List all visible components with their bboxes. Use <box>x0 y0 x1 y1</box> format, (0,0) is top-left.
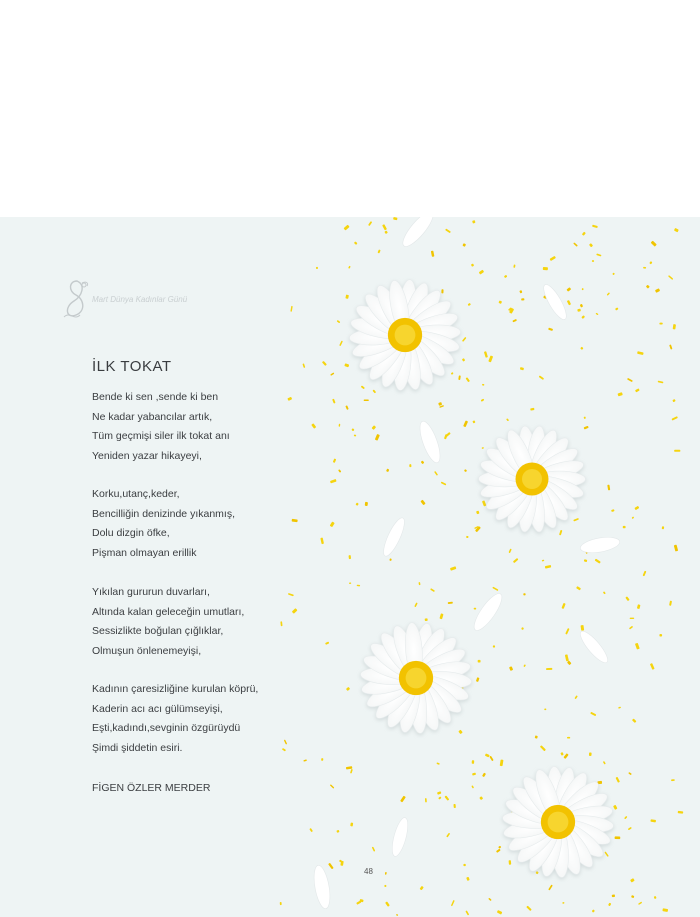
confetti-bit <box>466 536 468 538</box>
confetti-bit <box>302 363 305 368</box>
confetti-bit <box>496 849 501 853</box>
confetti-bit <box>650 663 655 670</box>
confetti-bit <box>649 261 652 264</box>
confetti-bit <box>337 320 341 323</box>
loose-petal <box>470 590 507 634</box>
confetti-bit <box>638 902 642 905</box>
confetti-bit <box>608 903 611 907</box>
confetti-bit <box>506 418 509 421</box>
confetti-bit <box>330 372 334 375</box>
confetti-bit <box>372 847 376 852</box>
confetti-bit <box>526 906 532 911</box>
confetti-bit <box>322 361 327 366</box>
confetti-bit <box>344 363 349 367</box>
poem-line: Dolu dizgin öfke, <box>92 527 170 539</box>
confetti-bit <box>561 603 565 609</box>
daisy-flower-icon <box>478 425 585 533</box>
confetti-bit <box>509 666 513 671</box>
confetti-bit <box>389 558 392 561</box>
confetti-bit <box>332 399 335 404</box>
confetti-bit <box>349 555 352 559</box>
confetti-bit <box>420 886 424 890</box>
confetti-bit <box>365 502 368 506</box>
confetti-bit <box>458 375 461 380</box>
confetti-bit <box>356 900 361 904</box>
confetti-bit <box>580 347 583 350</box>
confetti-bit <box>348 266 351 269</box>
stanza-4 <box>92 680 258 758</box>
confetti-bit <box>346 766 352 769</box>
confetti-bit <box>650 819 656 822</box>
confetti-bit <box>462 337 467 342</box>
confetti-bit <box>565 656 569 661</box>
confetti-bit <box>421 460 425 464</box>
confetti-bit <box>628 827 632 830</box>
confetti-bit <box>671 779 675 781</box>
confetti-bit <box>465 910 469 915</box>
confetti-bit <box>474 608 477 610</box>
poem-line: Tüm geçmişi siler ilk tokat anı <box>92 430 230 442</box>
confetti-bit <box>548 885 553 891</box>
confetti-bit <box>635 643 640 650</box>
confetti-bit <box>479 270 484 275</box>
confetti-bit <box>478 660 481 663</box>
confetti-bit <box>616 777 620 783</box>
confetti-bit <box>472 420 475 423</box>
confetti-bit <box>280 902 282 905</box>
confetti-bit <box>544 709 546 711</box>
confetti-bit <box>476 677 480 682</box>
confetti-bit <box>420 500 425 506</box>
poem-page-panel <box>0 217 700 917</box>
confetti-bit <box>351 428 354 431</box>
confetti-bit <box>485 753 490 757</box>
poem-line: Kaderin acı acı gülümseyişi, <box>92 702 223 715</box>
confetti-bit <box>444 795 449 800</box>
confetti-bit <box>530 408 534 411</box>
confetti-bit <box>612 272 615 275</box>
confetti-bit <box>646 285 650 289</box>
confetti-bit <box>672 399 675 402</box>
confetti-bit <box>482 447 484 449</box>
confetti-bit <box>629 626 633 630</box>
confetti-bit <box>472 760 475 764</box>
confetti-bit <box>584 426 589 430</box>
confetti-bit <box>671 416 677 420</box>
daisy-flower-icon <box>349 279 461 391</box>
confetti-bit <box>632 718 637 723</box>
confetti-bit <box>498 300 502 304</box>
poem-line: Şimdi şiddetin esiri. <box>92 741 183 754</box>
confetti-bit <box>595 313 598 316</box>
confetti-bit <box>438 402 442 406</box>
confetti-bit <box>596 253 601 256</box>
confetti-bit <box>659 634 662 637</box>
poem-line: Pişman olmayan erillik <box>92 546 197 559</box>
confetti-bit <box>573 518 579 522</box>
confetti-bit <box>513 558 519 563</box>
confetti-bit <box>288 593 294 596</box>
confetti-bit <box>338 469 341 473</box>
confetti-bit <box>542 560 545 562</box>
confetti-bit <box>441 289 443 293</box>
confetti-bit <box>462 358 465 362</box>
confetti-bit <box>345 405 348 410</box>
confetti-bit <box>519 290 522 293</box>
loose-petal <box>311 864 332 910</box>
confetti-bit <box>637 604 641 609</box>
confetti-bit <box>466 877 470 881</box>
confetti-bit <box>368 221 372 226</box>
confetti-bit <box>584 559 588 562</box>
confetti-bit <box>500 759 504 766</box>
poem-title: İLK TOKAT <box>92 358 172 375</box>
confetti-bit <box>400 796 406 803</box>
confetti-bit <box>333 458 337 462</box>
confetti-bit <box>577 309 581 312</box>
confetti-bit <box>651 241 657 247</box>
confetti-bit <box>354 241 358 245</box>
loose-petal <box>579 535 621 556</box>
stanza-1 <box>92 388 230 466</box>
poem-line: Bende ki sen ,sende ki ben <box>92 391 219 403</box>
confetti-bit <box>631 895 634 898</box>
confetti-bit <box>436 762 440 765</box>
poem-line: Kadının çaresizliğine kurulan köprü, <box>92 683 259 695</box>
confetti-bit <box>584 416 586 419</box>
poem-line: Altında kalan geleceğin umutları, <box>92 605 245 618</box>
confetti-bit <box>668 275 673 280</box>
confetti-bit <box>384 885 387 888</box>
confetti-bit <box>643 267 646 269</box>
loose-petal <box>389 816 411 858</box>
confetti-bit <box>512 319 517 322</box>
confetti-bit <box>437 791 441 795</box>
confetti-bit <box>320 537 324 544</box>
confetti-bit <box>607 485 610 491</box>
confetti-bit <box>539 375 544 380</box>
confetti-bit <box>559 530 562 536</box>
confetti-bit <box>386 469 389 473</box>
confetti-bit <box>592 260 594 262</box>
confetti-bit <box>463 420 468 427</box>
confetti-bit <box>615 307 619 310</box>
confetti-bit <box>430 588 435 592</box>
confetti-bit <box>565 628 569 635</box>
event-logo <box>60 277 220 323</box>
confetti-bit <box>284 740 287 745</box>
confetti-bit <box>468 303 471 306</box>
confetti-bit <box>566 287 571 292</box>
confetti-bit <box>287 397 292 401</box>
logo-text: Mart Dünya Kadınlar Günü <box>92 295 188 304</box>
confetti-bit <box>364 399 369 401</box>
confetti-bit <box>446 833 450 838</box>
confetti-bit <box>654 896 657 899</box>
daisies <box>311 217 621 910</box>
confetti-bit <box>607 292 610 295</box>
confetti-bit <box>425 618 428 621</box>
confetti-bit <box>604 851 608 856</box>
confetti-bit <box>560 752 563 756</box>
confetti-bit <box>548 328 553 331</box>
confetti-bit <box>504 275 507 278</box>
confetti-bit <box>479 796 483 800</box>
confetti-bit <box>349 582 351 584</box>
confetti-bit <box>493 645 495 647</box>
confetti-bit <box>330 784 335 788</box>
confetti-bit <box>540 745 546 751</box>
confetti-bit <box>625 596 629 601</box>
confetti-bit <box>543 267 548 270</box>
confetti-bit <box>630 878 635 882</box>
confetti-bit <box>611 509 615 512</box>
page-number: 48 <box>364 867 373 876</box>
confetti-bit <box>453 804 455 808</box>
confetti-bit <box>623 526 626 528</box>
confetti-bit <box>439 613 443 619</box>
confetti-bit <box>603 591 606 594</box>
confetti-bit <box>375 434 380 441</box>
stanza-2 <box>92 485 235 563</box>
confetti-bit <box>509 860 512 865</box>
confetti-bit <box>520 367 524 370</box>
confetti-bit <box>488 898 491 901</box>
confetti-bit <box>357 585 361 587</box>
confetti-bit <box>576 586 581 590</box>
confetti-bit <box>303 759 307 761</box>
confetti-bit <box>450 566 456 571</box>
daisy-flower-icon <box>360 622 472 734</box>
confetti-bit <box>669 344 672 349</box>
confetti-bit <box>590 712 596 716</box>
confetti-bit <box>513 264 515 267</box>
confetti-bit <box>582 288 584 290</box>
confetti-bit <box>617 392 622 396</box>
confetti-bit <box>627 378 633 382</box>
confetti-bit <box>355 502 358 505</box>
confetti-bit <box>521 298 524 300</box>
confetti-bit <box>471 785 474 788</box>
confetti-bit <box>618 707 621 709</box>
confetti-bit <box>418 582 420 585</box>
confetti-bit <box>290 306 292 312</box>
confetti-bit <box>592 225 598 228</box>
confetti-bit <box>463 864 465 866</box>
loose-petal <box>540 282 570 323</box>
confetti-bit <box>643 571 647 577</box>
confetti-bit <box>589 243 593 247</box>
poem-line: Sessizlikte boğulan çığlıklar, <box>92 625 224 637</box>
confetti-bit <box>523 664 526 667</box>
confetti-bit <box>573 242 578 246</box>
confetti-bit <box>339 860 341 862</box>
confetti-bit <box>431 251 435 257</box>
confetti-bit <box>472 220 475 223</box>
confetti-bit <box>350 822 353 826</box>
confetti-bit <box>344 225 350 231</box>
confetti-bit <box>445 229 451 234</box>
confetti-bit <box>330 521 335 527</box>
confetti-bit <box>328 863 334 870</box>
loose-petal <box>398 217 437 250</box>
confetti-bit <box>482 773 486 778</box>
confetti-bit <box>497 910 503 915</box>
confetti-bit <box>339 341 343 347</box>
confetti-bit <box>396 914 398 916</box>
confetti-bit <box>471 264 474 267</box>
confetti-bit <box>635 388 640 392</box>
confetti-bit <box>361 385 365 389</box>
confetti-bit <box>434 471 438 476</box>
confetti-bit <box>321 758 323 761</box>
confetti-bit <box>615 836 621 839</box>
confetti-bit <box>425 798 427 802</box>
confetti-bit <box>562 902 564 904</box>
confetti-bit <box>546 668 552 670</box>
confetti-bit <box>292 608 298 614</box>
confetti-bit <box>580 304 583 308</box>
confetti-bit <box>582 232 586 236</box>
poem-line: Korku,utanç,keder, <box>92 488 180 500</box>
confetti-bit <box>464 469 467 472</box>
confetti-bit <box>316 267 318 270</box>
confetti-bit <box>481 399 485 402</box>
confetti-bit <box>448 602 453 604</box>
confetti-bit <box>563 753 568 759</box>
confetti-bit <box>346 687 350 691</box>
confetti-bit <box>658 381 664 384</box>
confetti-bit <box>674 228 679 232</box>
confetti-bit <box>372 389 376 393</box>
loose-petal <box>577 628 612 666</box>
confetti-bit <box>637 351 644 355</box>
confetti-bit <box>350 769 353 774</box>
stanza-3 <box>92 583 244 661</box>
confetti-bit <box>444 434 448 439</box>
poem-line: Yeniden yazar hikayeyi, <box>92 449 202 462</box>
confetti-bit <box>662 908 668 912</box>
confetti-bit <box>535 735 538 738</box>
confetti-bit <box>385 872 387 875</box>
confetti-bit <box>662 526 665 529</box>
confetti-bit <box>595 559 601 564</box>
confetti-bit <box>309 828 313 832</box>
confetti-bit <box>292 519 298 522</box>
confetti-bit <box>545 565 551 569</box>
confetti-bit <box>628 772 632 775</box>
confetti-bit <box>325 642 329 645</box>
confetti-bit <box>630 618 635 620</box>
confetti-bit <box>441 481 447 485</box>
confetti-bit <box>489 756 493 761</box>
petal-confetti <box>280 217 684 916</box>
confetti-bit <box>550 256 556 261</box>
confetti-bit <box>674 450 680 452</box>
confetti-bit <box>482 500 486 506</box>
confetti-bit <box>393 217 397 220</box>
confetti-bit <box>354 434 357 436</box>
poem-line: Yıkılan gururun duvarları, <box>92 586 210 598</box>
confetti-bit <box>462 243 466 247</box>
poem-line: Eşti,kadındı,sevginin özgürüydü <box>92 722 241 734</box>
confetti-bit <box>488 355 493 362</box>
confetti-bit <box>451 900 455 906</box>
confetti-bit <box>589 752 592 756</box>
confetti-bit <box>612 894 615 897</box>
confetti-bit <box>458 730 462 735</box>
poem-line: Bencilliğin denizinde yıkanmış, <box>92 507 235 520</box>
confetti-bit <box>482 384 484 386</box>
confetti-bit <box>678 811 684 814</box>
confetti-bit <box>581 315 585 319</box>
confetti-bit <box>521 627 524 630</box>
confetti-bit <box>339 424 341 427</box>
confetti-bit <box>385 901 390 906</box>
confetti-bit <box>438 796 441 799</box>
confetti-bit <box>382 224 387 230</box>
confetti-bit <box>603 761 606 765</box>
confetti-bit <box>451 372 454 375</box>
number-8-logo-icon <box>60 277 94 323</box>
confetti-bit <box>345 295 349 299</box>
confetti-bit <box>634 506 639 510</box>
loose-petal <box>416 419 444 465</box>
confetti-bit <box>581 625 585 631</box>
confetti-bit <box>523 593 525 595</box>
confetti-bit <box>567 300 571 305</box>
confetti-bit <box>472 773 476 776</box>
confetti-bit <box>535 871 538 874</box>
confetti-bit <box>592 909 595 912</box>
confetti-bit <box>669 601 672 606</box>
confetti-bit <box>567 661 572 666</box>
confetti-bit <box>632 516 635 519</box>
confetti-bit <box>384 230 388 234</box>
confetti-bit <box>567 737 570 739</box>
confetti-bit <box>574 695 577 699</box>
confetti-bit <box>372 425 377 430</box>
confetti-bit <box>509 549 512 554</box>
confetti-bit <box>673 324 676 329</box>
confetti-bit <box>476 511 479 515</box>
poem-author: FİGEN ÖZLER MERDER <box>92 782 211 794</box>
poem-line: Olmuşun önlenemeyişi, <box>92 644 202 657</box>
confetti-bit <box>311 423 316 428</box>
confetti-bit <box>613 805 617 810</box>
confetti-bit <box>414 602 417 607</box>
confetti-bit <box>498 846 501 849</box>
loose-petal <box>380 515 409 558</box>
confetti-bit <box>330 479 337 483</box>
confetti-bit <box>377 249 380 253</box>
confetti-bit <box>466 377 470 382</box>
confetti-bit <box>492 587 498 591</box>
confetti-bit <box>409 464 411 467</box>
daisy-flower-icon <box>502 766 614 878</box>
confetti-bit <box>674 545 678 552</box>
confetti-bit <box>280 621 282 626</box>
poem-line: Ne kadar yabancılar artık, <box>92 410 213 423</box>
confetti-bit <box>659 323 662 325</box>
confetti-bit <box>624 816 627 819</box>
confetti-bit <box>336 830 339 833</box>
confetti-bit <box>655 288 660 293</box>
confetti-bit <box>484 351 488 358</box>
confetti-bit <box>282 748 286 752</box>
